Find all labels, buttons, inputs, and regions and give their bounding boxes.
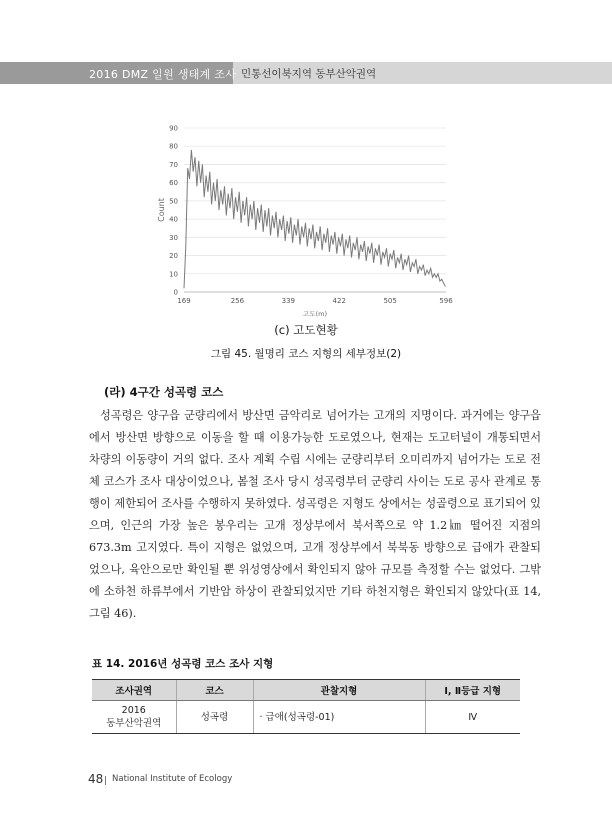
- table-cell-region: [92, 701, 176, 734]
- chart-x-ticks: [177, 297, 453, 305]
- y-tick-label: 70: [169, 160, 178, 169]
- page-number: 48: [88, 772, 104, 786]
- chart-y-ticks: [169, 125, 178, 297]
- table-header: 코스: [176, 680, 253, 701]
- x-tick-label: 596: [439, 297, 453, 305]
- y-axis-label: Count: [157, 198, 166, 222]
- y-tick-label: 30: [169, 233, 178, 242]
- elevation-chart: [150, 120, 460, 320]
- table-cell-landform: · 급애(성곡령-01): [253, 701, 425, 734]
- table-header: 조사권역: [92, 680, 176, 701]
- footer-separator: [105, 776, 106, 785]
- figure-subcaption: (c) 고도현황: [274, 323, 338, 337]
- y-tick-label: 60: [169, 179, 178, 188]
- x-tick-label: 505: [383, 297, 397, 305]
- table-cell-grade: Ⅳ: [425, 701, 520, 734]
- section-heading: (라) 4구간 성곡령 코스: [104, 385, 224, 399]
- y-tick-label: 40: [169, 215, 178, 224]
- footer-organization: National Institute of Ecology: [112, 774, 233, 784]
- y-tick-label: 50: [169, 197, 178, 206]
- region-name: 동부산악권역: [106, 718, 162, 729]
- table-header: 관찰지형: [253, 680, 425, 701]
- x-tick-label: 169: [177, 297, 191, 305]
- x-axis-label: 고도(m): [303, 310, 327, 318]
- table-header-row: [92, 680, 520, 701]
- header-subtitle: 민통선이북지역 동부산악권역: [241, 68, 377, 80]
- header-title: 2016 DMZ 일원 생태계 조사: [89, 68, 237, 81]
- y-tick-label: 0: [173, 288, 178, 297]
- y-tick-label: 20: [169, 252, 178, 261]
- table-header: Ⅰ, Ⅱ등급 지형: [425, 680, 520, 701]
- x-tick-label: 422: [332, 297, 346, 305]
- y-tick-label: 80: [169, 142, 178, 151]
- region-year: 2016: [121, 705, 146, 716]
- y-tick-label: 10: [169, 270, 178, 279]
- landform-table: [92, 679, 520, 734]
- table-row: [92, 701, 520, 734]
- table-caption: 표 14. 2016년 성곡령 코스 조사 지형: [92, 658, 274, 670]
- table-cell-course: 성곡령: [176, 701, 253, 734]
- body-paragraph: 성곡령은 양구읍 군량리에서 방산면 금악리로 넘어가는 고개의 지명이다. 과거에는 양구읍에서 방산면 방향으로 이동을 할 때 이용가능한 도로였으나, 현재는 도고터널이 개통되면서 차량의 이동량이 거의 없다. 조사 계획 수립 시에는 군량리부터 오미리까지 넘어가는 도로 전체 코스가 조사 대상이었으나, 봄철 조사 당시 성곡령부터 군량리 사이는 도로 공사 관계로 통행이 제한되어 조사를 수행하지 못하였다. 성곡령은 지형도 상에서는 성골령으로 표기되어 있으며, 인근의 가장 높은 봉우리는 고개 정상부에서 북서쪽으로 약 1.2㎞ 떨어진 지점의 673.3m 고지였다. 특이 지형은 없었으며, 고개 정상부에서 북북동 방향으로 급애가 관찰되었으나, 육안으로만 확인될 뿐 위성영상에서 확인되지 않아 규모를 측정할 수는 없었다. 그밖에 소하천 하류부에서 기반암 하상이 관찰되었지만 기타 하천지형은 확인되지 않았다(표 14, 그림 46).: [89, 409, 541, 620]
- figure-caption: 그림 45. 월명리 코스 지형의 세부정보(2): [210, 348, 402, 360]
- y-tick-label: 90: [169, 124, 178, 133]
- x-tick-label: 256: [230, 297, 245, 305]
- x-tick-label: 339: [281, 297, 295, 305]
